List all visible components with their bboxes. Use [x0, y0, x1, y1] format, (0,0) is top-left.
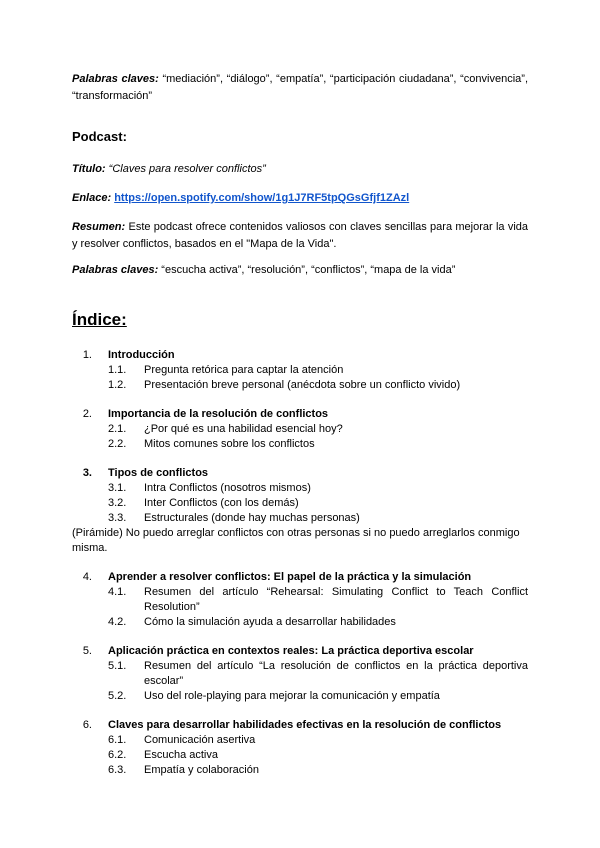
item-text: Empatía y colaboración — [144, 764, 259, 776]
item-number: 5.2. — [108, 690, 127, 702]
podcast-title-line — [72, 161, 528, 178]
item-text: Mitos comunes sobre los conflictos — [144, 438, 315, 450]
section-number: 6. — [82, 719, 92, 731]
item-number: 6.3. — [108, 764, 127, 776]
item-text: Resumen del artículo “La resolución de conflictos en la práctica deportiva escolar” — [144, 660, 528, 687]
item-text: Estructurales (donde hay muchas personas) — [144, 512, 360, 524]
summary-label: Resumen: — [72, 221, 126, 233]
index-heading: Índice: — [72, 310, 127, 329]
section-number: 2. — [82, 408, 92, 420]
podcast-keywords-label: Palabras claves: — [72, 264, 159, 276]
podcast-link-line — [72, 190, 528, 207]
item-number: 4.2. — [108, 616, 127, 628]
section-title: Introducción — [108, 349, 175, 361]
item-text: Escucha activa — [144, 749, 218, 761]
link-label: Enlace: — [72, 192, 112, 204]
summary-text: Este podcast ofrece contenidos valiosos con claves sencillas para mejorar la vida y resolver conflictos, basados en el "Mapa de la Vida". — [72, 221, 528, 250]
item-number: 1.2. — [108, 379, 127, 391]
item-text: Inter Conflictos (con los demás) — [144, 497, 299, 509]
item-text: Resumen del artículo “Rehearsal: Simulating Conflict to Teach Conflict Resolution” — [144, 586, 528, 613]
item-number: 5.1. — [108, 660, 127, 672]
item-number: 3.1. — [108, 482, 127, 494]
podcast-keywords — [72, 262, 528, 279]
item-text: Presentación breve personal (anécdota sobre un conflicto vivido) — [144, 379, 461, 391]
section-title: Aplicación práctica en contextos reales: La práctica deportiva escolar — [108, 645, 474, 657]
item-text: Cómo la simulación ayuda a desarrollar habilidades — [144, 616, 396, 628]
item-number: 1.1. — [108, 364, 127, 376]
item-number: 2.1. — [108, 423, 127, 435]
section-number: 5. — [82, 645, 92, 657]
pyramid-note: (Pirámide) No puedo arreglar conflictos con otras personas si no puedo arreglarlos conmigo misma. — [72, 527, 520, 554]
section-number: 4. — [82, 571, 92, 583]
keywords-label: Palabras claves: — [72, 73, 159, 85]
keywords-text: “mediación”, “diálogo”, “empatía”, “participación ciudadana”, “convivencia”, “transformación” — [72, 73, 528, 102]
item-number: 4.1. — [108, 586, 127, 598]
keywords-paragraph — [72, 71, 528, 105]
title-value: “Claves para resolver conflictos” — [108, 163, 266, 175]
spotify-link[interactable]: https://open.spotify.com/show/1g1J7RF5tpQGsGfjf1ZAzl — [114, 192, 410, 204]
item-text: Uso del role-playing para mejorar la comunicación y empatía — [144, 690, 440, 702]
item-text: Comunicación asertiva — [144, 734, 256, 746]
podcast-keywords-text: “escucha activa”, “resolución”, “conflictos”, “mapa de la vida” — [161, 264, 456, 276]
item-number: 3.3. — [108, 512, 127, 524]
item-text: ¿Por qué es una habilidad esencial hoy? — [144, 423, 343, 435]
podcast-summary — [72, 219, 528, 253]
section-number: 1. — [82, 349, 92, 361]
section-title: Importancia de la resolución de conflictos — [108, 408, 329, 420]
podcast-heading: Podcast: — [72, 129, 127, 144]
item-number: 2.2. — [108, 438, 127, 450]
section-title: Claves para desarrollar habilidades efectivas en la resolución de conflictos — [108, 719, 502, 731]
title-label: Título: — [72, 163, 106, 175]
section-title: Tipos de conflictos — [108, 467, 209, 479]
item-number: 6.1. — [108, 734, 127, 746]
section-number: 3. — [82, 467, 92, 479]
item-number: 3.2. — [108, 497, 127, 509]
item-text: Pregunta retórica para captar la atención — [144, 364, 344, 376]
item-number: 6.2. — [108, 749, 127, 761]
item-text: Intra Conflictos (nosotros mismos) — [144, 482, 311, 494]
section-title: Aprender a resolver conflictos: El papel de la práctica y la simulación — [108, 571, 472, 583]
